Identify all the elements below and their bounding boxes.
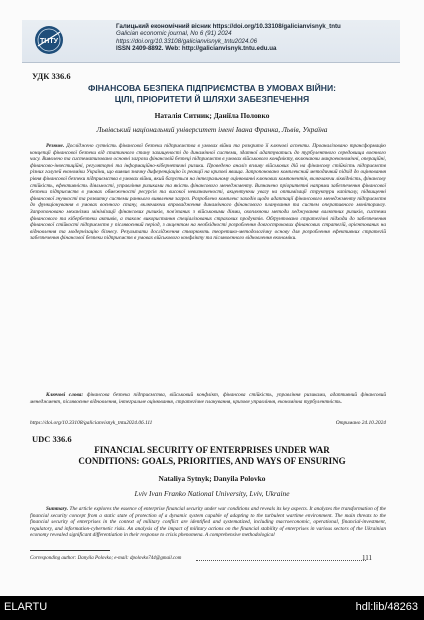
- repository-name[interactable]: ELARTU: [4, 601, 48, 613]
- article-title-ua: [32, 83, 392, 105]
- footnote-divider: [30, 550, 110, 551]
- abstract-en-label: Summary.: [46, 506, 69, 512]
- title-en-line2: CONDITIONS: GOALS, PRIORITIES, AND WAYS OF ENSURING: [78, 456, 346, 466]
- dotted-leader: [196, 560, 366, 561]
- handle-id[interactable]: hdl:lib/48263: [355, 601, 418, 613]
- journal-doi-link[interactable]: https://doi.org/10.33108/galicianvisnyk_tntu2024.06: [116, 37, 258, 45]
- article-doi-link[interactable]: https://doi.org/10.33108/galicianvisnyk_tntu2024.06.111: [30, 420, 153, 426]
- journal-issn-web[interactable]: ISSN 2409-8892. Web: http://galicianvisnyk.tntu.edu.ua: [116, 45, 277, 53]
- logo-text: ТНТУ: [40, 38, 58, 45]
- authors-ua: Наталія Ситник; Даніїла Половко: [154, 111, 270, 120]
- abstract-ua: [30, 143, 386, 242]
- title-ua-line2: ЦІЛІ, ПРІОРИТЕТИ Й ШЛЯХИ ЗАБЕЗПЕЧЕННЯ: [114, 94, 310, 104]
- keywords-ua: [30, 392, 386, 405]
- university-logo: [30, 24, 68, 56]
- udk-ua: УДК 336.6: [32, 71, 71, 81]
- journal-title-en: Galician economic journal, No 6 (91) 2024: [116, 30, 232, 38]
- repository-bar: [0, 596, 424, 620]
- journal-title-ua: Галицький економічний вісник https://doi.org/10.33108/galicianvisnyk_tntu: [116, 23, 341, 30]
- keywords-ua-label: Ключові слова:: [46, 392, 84, 398]
- keywords-ua-text: фінансова безпека підприємства, військовий конфлікт, фінансова стійкість, управління ризиками, адаптивний фінансовий менеджмент, післявоєнне відновлення, інтегральне оцінювання, стратегічне планування, кризове управління, економічна турбулентність.: [30, 392, 386, 405]
- title-en-line1: FINANCIAL SECURITY OF ENTERPRISES UNDER WAR: [94, 445, 330, 455]
- abstract-ua-label: Резюме.: [46, 143, 65, 149]
- abstract-en-text: The article explores the essence of enterprise financial security under war conditions and reveals its key aspects. It analyzes the transformation of the financial security concept from a static state of protection of a dynamic system capable of adapting to the turbulent wartime environment. The main threats to the financial security of enterprises in the context of military conflict are identified and systematized, including macroeconomic, operational, financial-investment, regulatory, and information-cybernetic risks. An analysis of the impact of military actions on the financial stability of enterprises in various sectors of the Ukrainian economy revealed significant differentiation in their response to crisis phenomena. A comprehensive methodological: [30, 506, 387, 539]
- corresponding-author: Corresponding author: Danyila Polovko; e-mail: dpolovko744@gmail.com: [30, 556, 182, 561]
- authors-en: Nataliya Sytnyk; Danyila Polovko: [158, 474, 266, 483]
- title-ua-line1: ФІНАНСОВА БЕЗПЕКА ПІДПРИЄМСТВА В УМОВАХ ВІЙНИ:: [88, 83, 336, 93]
- received-date: Отримано 24.10.2024: [335, 420, 386, 426]
- page-number: 111: [362, 554, 372, 562]
- abstract-ua-text: Досліджено сутність фінансової безпеки підприємства в умовах війни та розкрито її ключові аспекти. Проаналізовано трансформацію концепції фінансової безпеки від статичного стану захищеності до динамічної системи, здатної адаптуватись до турбулентного середовища воєнного часу. Виявлено та систематизовано основні загрози фінансовій безпеці підприємств в умовах військового конфлікту, включаючи макроекономічні, операційні, фінансово-інвестиційні, регуляторні та інформаційно-кібернетичні ризики. Проведено аналіз впливу військових дій на фінансову стійкість підприємств різних галузей економіки України, що виявив значну диференціацію їх реакції на кризові явища. Запропоновано комплексний методичний підхід до оцінювання рівня фінансової безпеки підприємства в умовах війни, який базується на інтегральному оцінюванні ключових компонентів, включаючи ліквідність, фінансову стійкість, ефективність діяльності, управління ризиками та якість фінансового менеджменту. Визначено пріоритетні напрями забезпечення фінансової безпеки підприємств в умовах обмеженості ресурсів та високої невизначеності, акцентуючи увагу на оптимізації структури капіталу, підвищенні фінансової гнучкості та розвитку системи раннього виявлення загроз. Розроблено комплекс заходів щодо адаптації фінансового менеджменту підприємств до функціонування в умовах воєнного стану, включаючи впровадження динамічного фінансового планування та систем оперативного моніторингу. Запропоновано механізми мінімізації фінансових ризиків, пов'язаних з військовими діями, охоплюючи методи хеджування валютних ризиків, системи фінансового та кібербезпеки активів, а також використання спеціалізованих страхових продуктів. Обґрунтовано стратегічні підходи до забезпечення фінансової стійкості підприємств у післявоєнний період, з акцентом на необхідності розроблення довгострокових фінансових стратегій, орієнтованих на відновлення та модернізацію бізнесу. Результати дослідження створюють теоретико-методологічну основу для розроблення ефективних стратегій забезпечення фінансової безпеки підприємств в умовах військового конфлікту та післявоєнного відновлення економіки.: [30, 143, 387, 242]
- journal-header-text: [116, 23, 396, 53]
- doi-row-ua: [30, 420, 386, 429]
- abstract-en: [30, 506, 386, 539]
- article-title-en: [32, 445, 392, 467]
- affiliation-ua: Львівський національний університет імені Івана Франка, Львів, Україна: [96, 125, 328, 134]
- udc-en: UDC 336.6: [32, 434, 72, 444]
- affiliation-en: Lviv Ivan Franko National University, Lviv, Ukraine: [134, 489, 290, 498]
